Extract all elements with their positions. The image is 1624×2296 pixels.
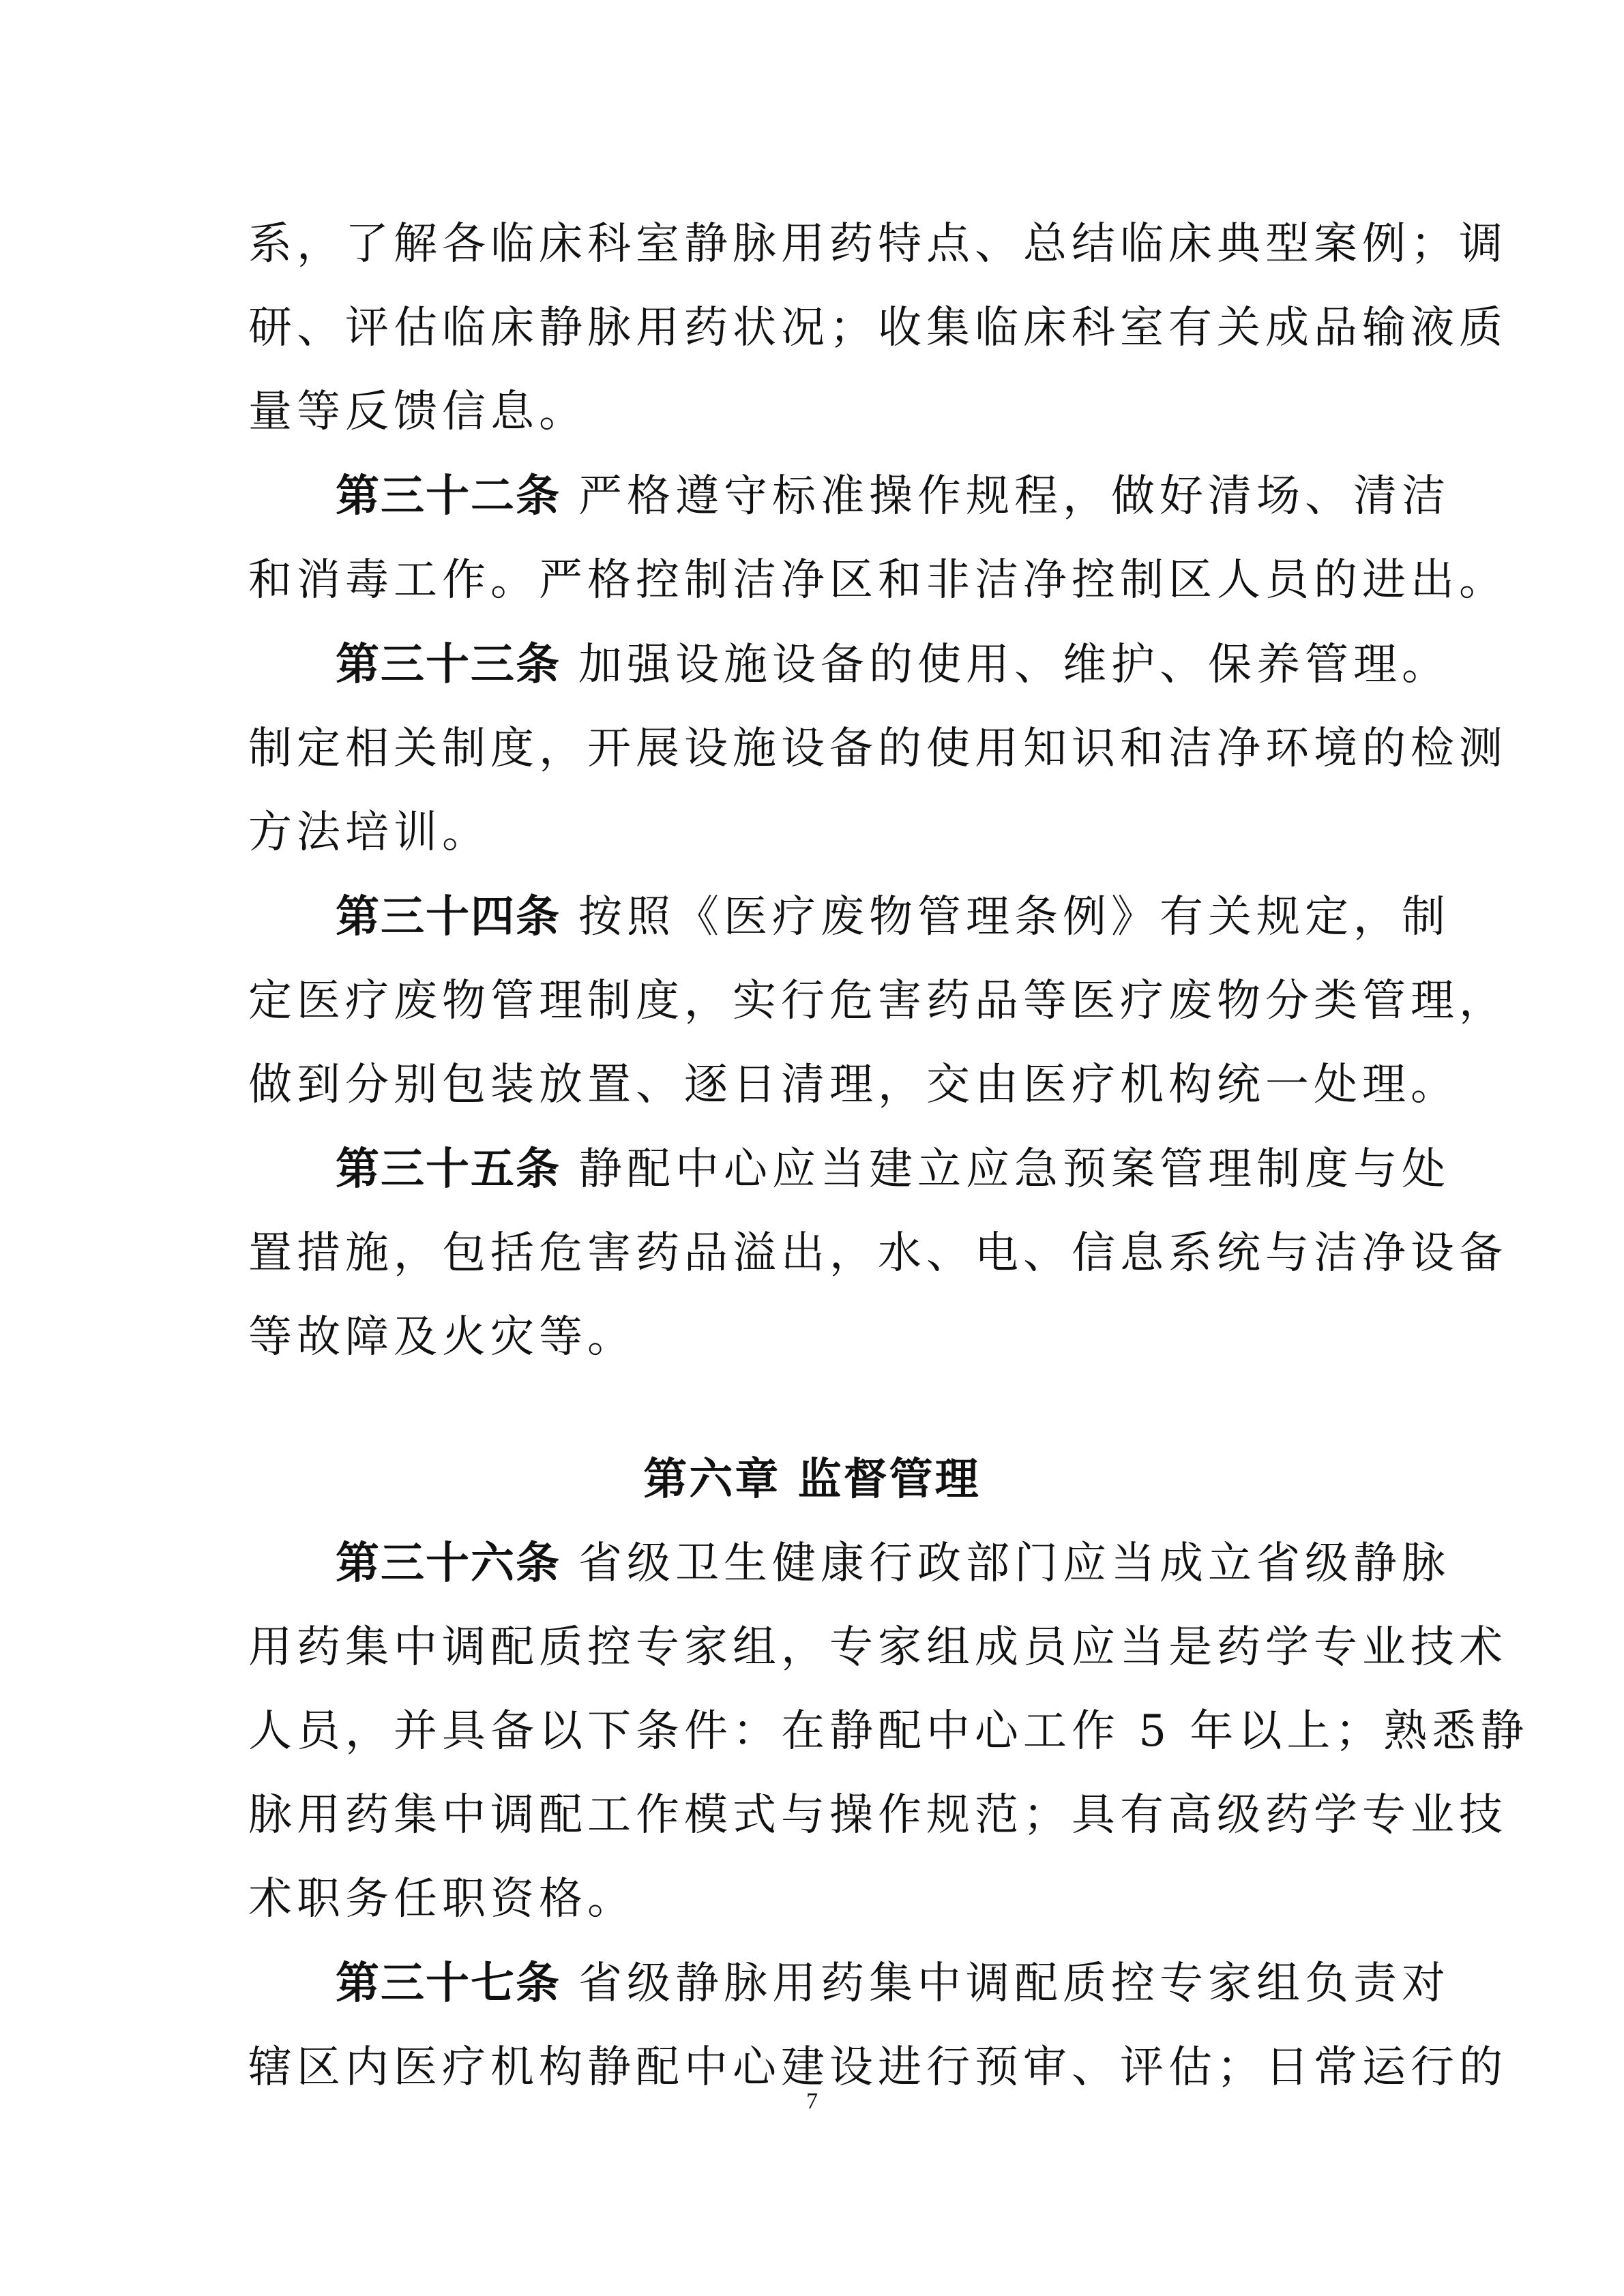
article-label: 第三十四条 xyxy=(336,892,561,942)
article-text: 加强设施设备的使用、维护、保养管理。 xyxy=(578,640,1450,690)
paragraph-line: 术职务任职资格。 xyxy=(248,1874,636,1924)
paragraph-line: 量等反馈信息。 xyxy=(248,387,587,437)
article-text: 静配中心应当建立应急预案管理制度与处 xyxy=(578,1144,1450,1195)
paragraph-line: 等故障及火灾等。 xyxy=(248,1312,636,1362)
paragraph-line: 置措施，包括危害药品溢出，水、电、信息系统与洁净设备 xyxy=(248,1228,1507,1279)
article-32-first-line xyxy=(336,469,1450,524)
article-label: 第三十五条 xyxy=(336,1144,561,1195)
paragraph-line: 系，了解各临床科室静脉用药特点、总结临床典型案例；调 xyxy=(248,219,1507,269)
article-text: 按照《医疗废物管理条例》有关规定，制 xyxy=(578,892,1450,942)
article-label: 第三十二条 xyxy=(336,471,561,522)
article-label: 第三十三条 xyxy=(336,640,561,690)
paragraph-line: 定医疗废物管理制度，实行危害药品等医疗废物分类管理， xyxy=(248,976,1507,1026)
paragraph-line: 人员，并具备以下条件：在静配中心工作 5 年以上；熟悉静 xyxy=(248,1706,1529,1757)
paragraph-line: 和消毒工作。严格控制洁净区和非洁净控制区人员的进出。 xyxy=(248,555,1507,606)
article-35-first-line xyxy=(336,1142,1450,1197)
page-number: 7 xyxy=(806,2089,818,2114)
paragraph-line: 脉用药集中调配工作模式与操作规范；具有高级药学专业技 xyxy=(248,1790,1507,1840)
paragraph-line: 方法培训。 xyxy=(248,807,490,858)
chapter-title: 第六章 监督管理 xyxy=(643,1455,981,1505)
paragraph-line: 制定相关制度，开展设施设备的使用知识和洁净环境的检测 xyxy=(248,724,1507,774)
article-text: 严格遵守标准操作规程，做好清场、清洁 xyxy=(578,471,1450,522)
article-text: 省级静脉用药集中调配质控专家组负责对 xyxy=(578,1958,1450,2009)
article-label: 第三十六条 xyxy=(336,1538,561,1589)
paragraph-line: 研、评估临床静脉用药状况；收集临床科室有关成品输液质 xyxy=(248,303,1507,353)
article-text: 省级卫生健康行政部门应当成立省级静脉 xyxy=(578,1538,1450,1589)
paragraph-line: 用药集中调配质控专家组，专家组成员应当是药学专业技术 xyxy=(248,1622,1507,1673)
article-36-first-line xyxy=(336,1536,1450,1591)
paragraph-line: 做到分别包装放置、逐日清理，交由医疗机构统一处理。 xyxy=(248,1060,1459,1110)
paragraph-line: 辖区内医疗机构静配中心建设进行预审、评估；日常运行的 xyxy=(248,2042,1507,2093)
article-34-first-line xyxy=(336,890,1450,944)
article-label: 第三十七条 xyxy=(336,1958,561,2009)
article-37-first-line xyxy=(336,1956,1450,2011)
article-33-first-line xyxy=(336,638,1450,692)
